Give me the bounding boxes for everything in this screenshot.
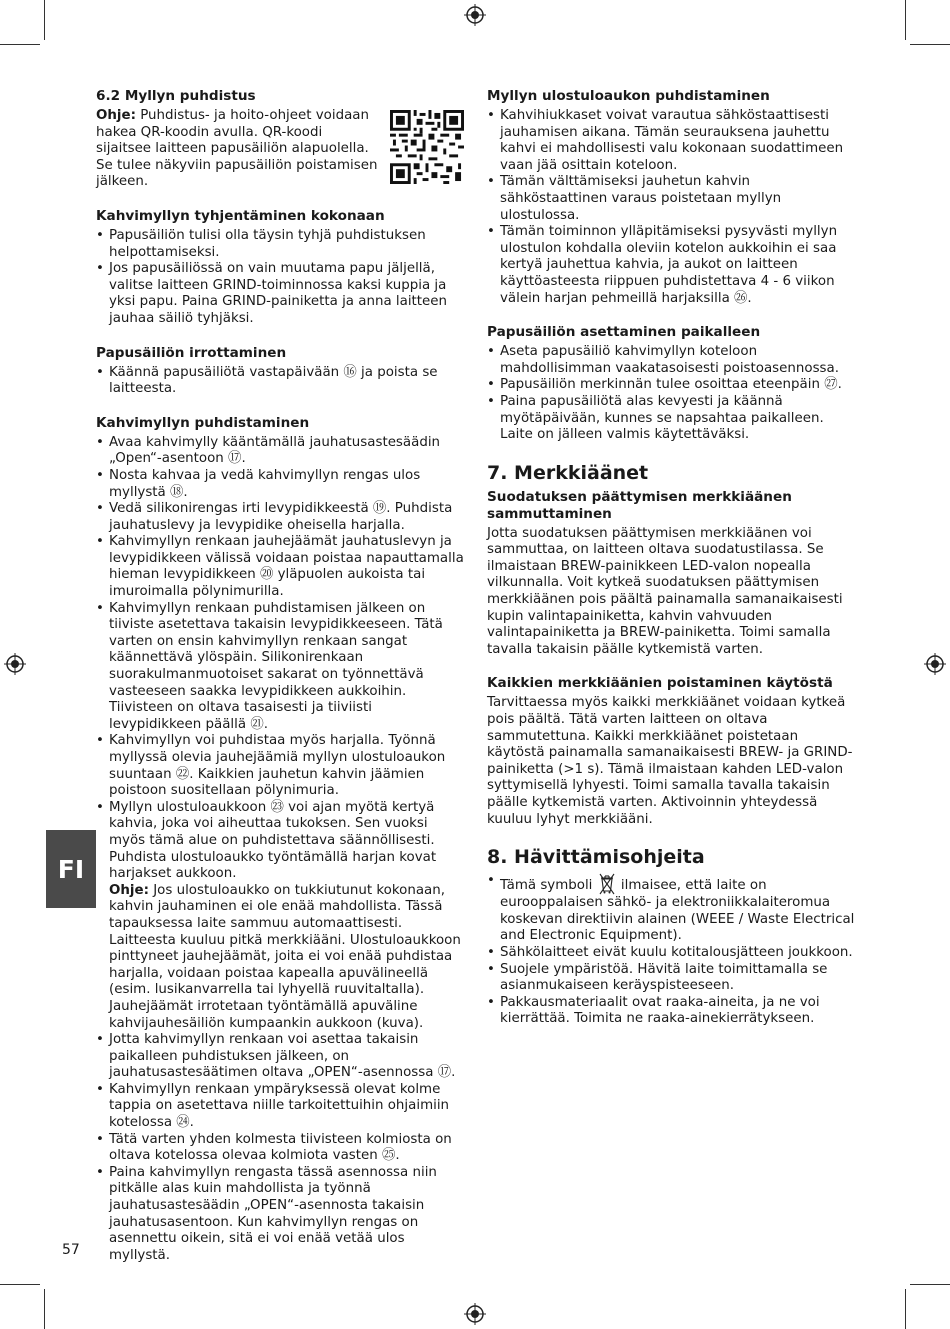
list-item: • Myllyn ulostuloaukkoon ㉓ voi ajan myötä kertyä kahvia, joka voi aiheuttaa tukoksen. Sen vuoksi myös tämä alue on puhdistettava säännöllisesti. Puhdista ulostuloaukko työntämällä harjan kovat harjakset aukkoon. xyxy=(96,800,464,883)
bullet-list xyxy=(96,228,464,328)
paragraph: Tarvittaessa myös kaikki merkkiäänet voidaan kytkeä pois päältä. Tätä varten laitteen on oltava sammutettuna. Kaikki merkkiäänet poistetaan käytöstä painamalla samanaikaisesti BREW- ja GRIND-painiketta (>1 s). Tämä ilmaistaan kahden LED-valon syttymisellä lyhyesti. Toimi samalla tavalla takaisin päälle kytkemistä varten. Aktivoinnin yhteydessä kuuluu lyhyt merkkiääni. xyxy=(487,695,853,827)
cleaning-grinder-section xyxy=(96,415,464,1265)
section-title: 6.2 Myllyn puhdistus xyxy=(96,88,256,104)
section-heading: 8. Hävittämisohjeita xyxy=(487,846,705,869)
list-item-text: ilmaisee, että laite on eurooppalaisen sähkö- ja elektroniikkalaiteromua koskevan direktiivin alainen (WEEE / Waste Electrical and Electronic Equipment). xyxy=(500,878,855,944)
crossed-bin-icon xyxy=(599,873,615,895)
list-item: • Pakkausmateriaalit ovat raaka-aineita, ja ne voi kierrättää. Toimita ne raaka-ainekierrätykseen. xyxy=(487,995,855,1028)
emptying-section xyxy=(96,208,464,328)
list-item: • Tämän toiminnon ylläpitämiseksi pysyvästi myllyn ulostulon kohdalla oleviin kotelon aukkoihin ei saa kertyä jauhettua kahvia, ja aukot on laitteen käyttöasteesta riippuen puhdistettava 4 - 6 viikon välein harjan pehmeillä harjaksilla ㉖. xyxy=(487,224,855,307)
list-item: • Kahvimyllyn renkaan jauhejäämät jauhatuslevyn ja levypidikkeen välissä voidaan poistaa napauttamalla hieman levypidikkeen ⑳ yläpuolen aukoista tai imuroimalla pölynimurilla. xyxy=(96,534,464,600)
bullet-list xyxy=(96,365,464,398)
subsection-title: Myllyn ulostuloaukon puhdistaminen xyxy=(487,88,770,104)
subsection-title: Kahvimyllyn puhdistaminen xyxy=(96,414,310,431)
subsection-title: Kaikkien merkkiäänien poistaminen käytöstä xyxy=(487,675,833,692)
right-column xyxy=(487,88,855,1045)
list-item: • Papusäiliön merkinnän tulee osoittaa eteenpäin ㉗. xyxy=(487,377,855,394)
subsection-title: Suodatuksen päättymisen merkkiäänen sammuttaminen xyxy=(487,488,792,522)
subsection-title: Kahvimyllyn tyhjentäminen kokonaan xyxy=(96,207,385,224)
subsection-title: Papusäiliön irrottaminen xyxy=(96,344,287,361)
list-item: • Vedä silikonirengas irti levypidikkeestä ⑲. Puhdista jauhatuslevy ja levypidike oheisella harjalla. xyxy=(96,501,464,534)
bullet-list xyxy=(487,873,855,1028)
list-item: • Tämän välttämiseksi jauhetun kahvin sähköstaattinen varaus poistetaan myllyn ulostulossa. xyxy=(487,174,855,224)
list-item: • Tätä varten yhden kolmesta tiivisteen kolmiosta on oltava kotelossa olevaa kolmiota vasten ㉕. xyxy=(96,1132,464,1165)
bullet-list xyxy=(96,435,464,883)
note-text: Jos ulostuloaukko on tukkiutunut kokonaan, kahvin jauhaminen ei ole enää mahdollista. Tässä tapauksessa laite sammuu automaattisesti. Laitteesta kuuluu pitkä merkkiääni. Ulostuloaukkoon pinttyneet jauhejäämät, joita ei voi enää puhdistaa harjalla, voidaan poistaa kapealla apuvälineellä (esim. lusikanvarrella tai lyhyellä ruuvitaltalla). Jauhejäämät irrotetaan työntämällä apuväline kahvijauhesäiliön kumpaankin aukkoon (kuva). xyxy=(109,882,461,1031)
list-item: • Suojele ympäristöä. Hävitä laite toimittamalla se asianmukaiseen keräyspisteeseen. xyxy=(487,962,855,995)
registration-mark-icon xyxy=(464,1303,486,1325)
left-column xyxy=(96,88,464,1281)
crop-mark xyxy=(0,44,40,45)
intro-text: Puhdistus- ja hoito-ohjeet voidaan hakea QR-koodin avulla. QR-koodi sijaitsee laitteen papusäiliön alapuolella. Se tulee näkyviin papusäiliön poistamisen jälkeen. xyxy=(96,108,378,190)
note-paragraph xyxy=(96,883,464,1032)
list-item: • Nosta kahvaa ja vedä kahvimyllyn rengas ulos myllystä ⑱. xyxy=(96,468,464,501)
language-tab: FI xyxy=(46,830,96,908)
signal-tones-section xyxy=(487,461,855,829)
removing-bean-container-section xyxy=(96,345,464,398)
outlet-cleaning-section xyxy=(487,88,855,307)
qr-code-icon xyxy=(390,110,464,184)
crop-mark xyxy=(905,0,906,40)
list-item: • Paina kahvimyllyn rengasta tässä asennossa niin pitkälle alas kuin mahdollista ja työnnä jauhatusastesäädin „OPEN“-asennosta takaisin jauhatusasentoon. Kun kahvimyllyn rengas on asennettu oikein, sitä ei voi enää vetää ulos myllystä. xyxy=(96,1165,464,1265)
registration-mark-icon xyxy=(464,4,486,26)
list-item-text: Tämä symboli xyxy=(500,878,597,894)
crop-mark xyxy=(910,1284,950,1285)
list-item: • Kahvimyllyn renkaan puhdistamisen jälkeen on tiiviste asetettava takaisin levypidikkeeseen. Tätä varten on ensin kahvimyllyn renkaan sangat käännettävä ylöspäin. Silikonirenkaan suorakulmanmuotoiset sakarat on työnnettävä vasteeseen saakka levypidikkeen aukkoihin. Tiivisteen on oltava tasaisesti ja tiiviisti levypidikkeen päällä ㉑. xyxy=(96,601,464,734)
list-item: • Sähkölaitteet eivät kuulu kotitalousjätteen joukkoon. xyxy=(487,945,855,962)
list-item: • Jos papusäiliössä on vain muutama papu jäljellä, valitse laitteen GRIND-toiminnossa kaksi kuppia ja yksi papu. Paina GRIND-painiketta ja anna laitteen jauhaa säiliö tyhjäksi. xyxy=(96,261,464,327)
list-item: • Kahvimyllyn voi puhdistaa myös harjalla. Työnnä myllyssä olevia jauhejäämiä myllyn ulostuloaukon suuntaan ㉒. Kaikkien jauhetun kahvin jäämien poistoon suositellaan pölynimuria. xyxy=(96,733,464,799)
crop-mark xyxy=(44,0,45,40)
bullet-list xyxy=(96,1032,464,1264)
inserting-bean-container-section xyxy=(487,324,855,444)
crop-mark xyxy=(44,1289,45,1329)
note-label: Ohje: xyxy=(109,882,149,898)
registration-mark-icon xyxy=(4,653,26,675)
intro-section xyxy=(96,88,464,191)
list-item: • Jotta kahvimyllyn renkaan voi asettaa takaisin paikalleen puhdistuksen jälkeen, on jauhatusastesäätimen oltava „OPEN“-asennossa ⑰. xyxy=(96,1032,464,1082)
disposal-section xyxy=(487,845,855,1028)
crop-mark xyxy=(910,44,950,45)
list-item xyxy=(487,873,855,945)
page-number: 57 xyxy=(62,1242,80,1258)
list-item: • Käännä papusäiliötä vastapäivään ⑯ ja poista se laitteesta. xyxy=(96,365,464,398)
bullet-list xyxy=(487,344,855,444)
subsection-title: Papusäiliön asettaminen paikalleen xyxy=(487,324,761,341)
list-item: • Kahvimyllyn renkaan ympäryksessä olevat kolme tappia on asetettava niille tarkoitettuihin ohjaimiin kotelossa ㉔. xyxy=(96,1082,464,1132)
crop-mark xyxy=(905,1289,906,1329)
list-item: • Papusäiliön tulisi olla täysin tyhjä puhdistuksen helpottamiseksi. xyxy=(96,228,464,261)
crop-mark xyxy=(0,1284,40,1285)
section-heading: 7. Merkkiäänet xyxy=(487,461,649,484)
note-label: Ohje: xyxy=(96,108,136,123)
list-item: • Kahvihiukkaset voivat varautua sähköstaattisesti jauhamisen aikana. Tämän seurauksena jauhettu kahvi ei mahdollisesti valu kokonaan suodattimeen vaan jää osittain koteloon. xyxy=(487,108,855,174)
list-item: • Aseta papusäiliö kahvimyllyn koteloon mahdollisimman vaakatasoisesti poistoasennossa. xyxy=(487,344,855,377)
intro-paragraph xyxy=(96,108,381,191)
list-item: • Paina papusäiliötä alas kevyesti ja käännä myötäpäivään, kunnes se napsahtaa paikalleen. Laite on jälleen valmis käytettäväksi. xyxy=(487,394,855,444)
list-item: • Avaa kahvimylly kääntämällä jauhatusastesäädin „Open“-asentoon ⑰. xyxy=(96,435,464,468)
paragraph: Jotta suodatuksen päättymisen merkkiäänen voi sammuttaa, on laitteen oltava suodatustilassa. Se ilmaistaan BREW-painikkeen LED-valon nopealla vilkunnalla. Voit kytkeä suodatuksen päättymisen merkkiäänen pois päältä painamalla samanaikaisesti kupin valintapainiketta, kahvin vahvuuden valintapainiketta ja BREW-painiketta. Toimi samalla tavalla takaisin päälle kytkemistä varten. xyxy=(487,525,843,657)
registration-mark-icon xyxy=(924,653,946,675)
bullet-list xyxy=(487,108,855,307)
